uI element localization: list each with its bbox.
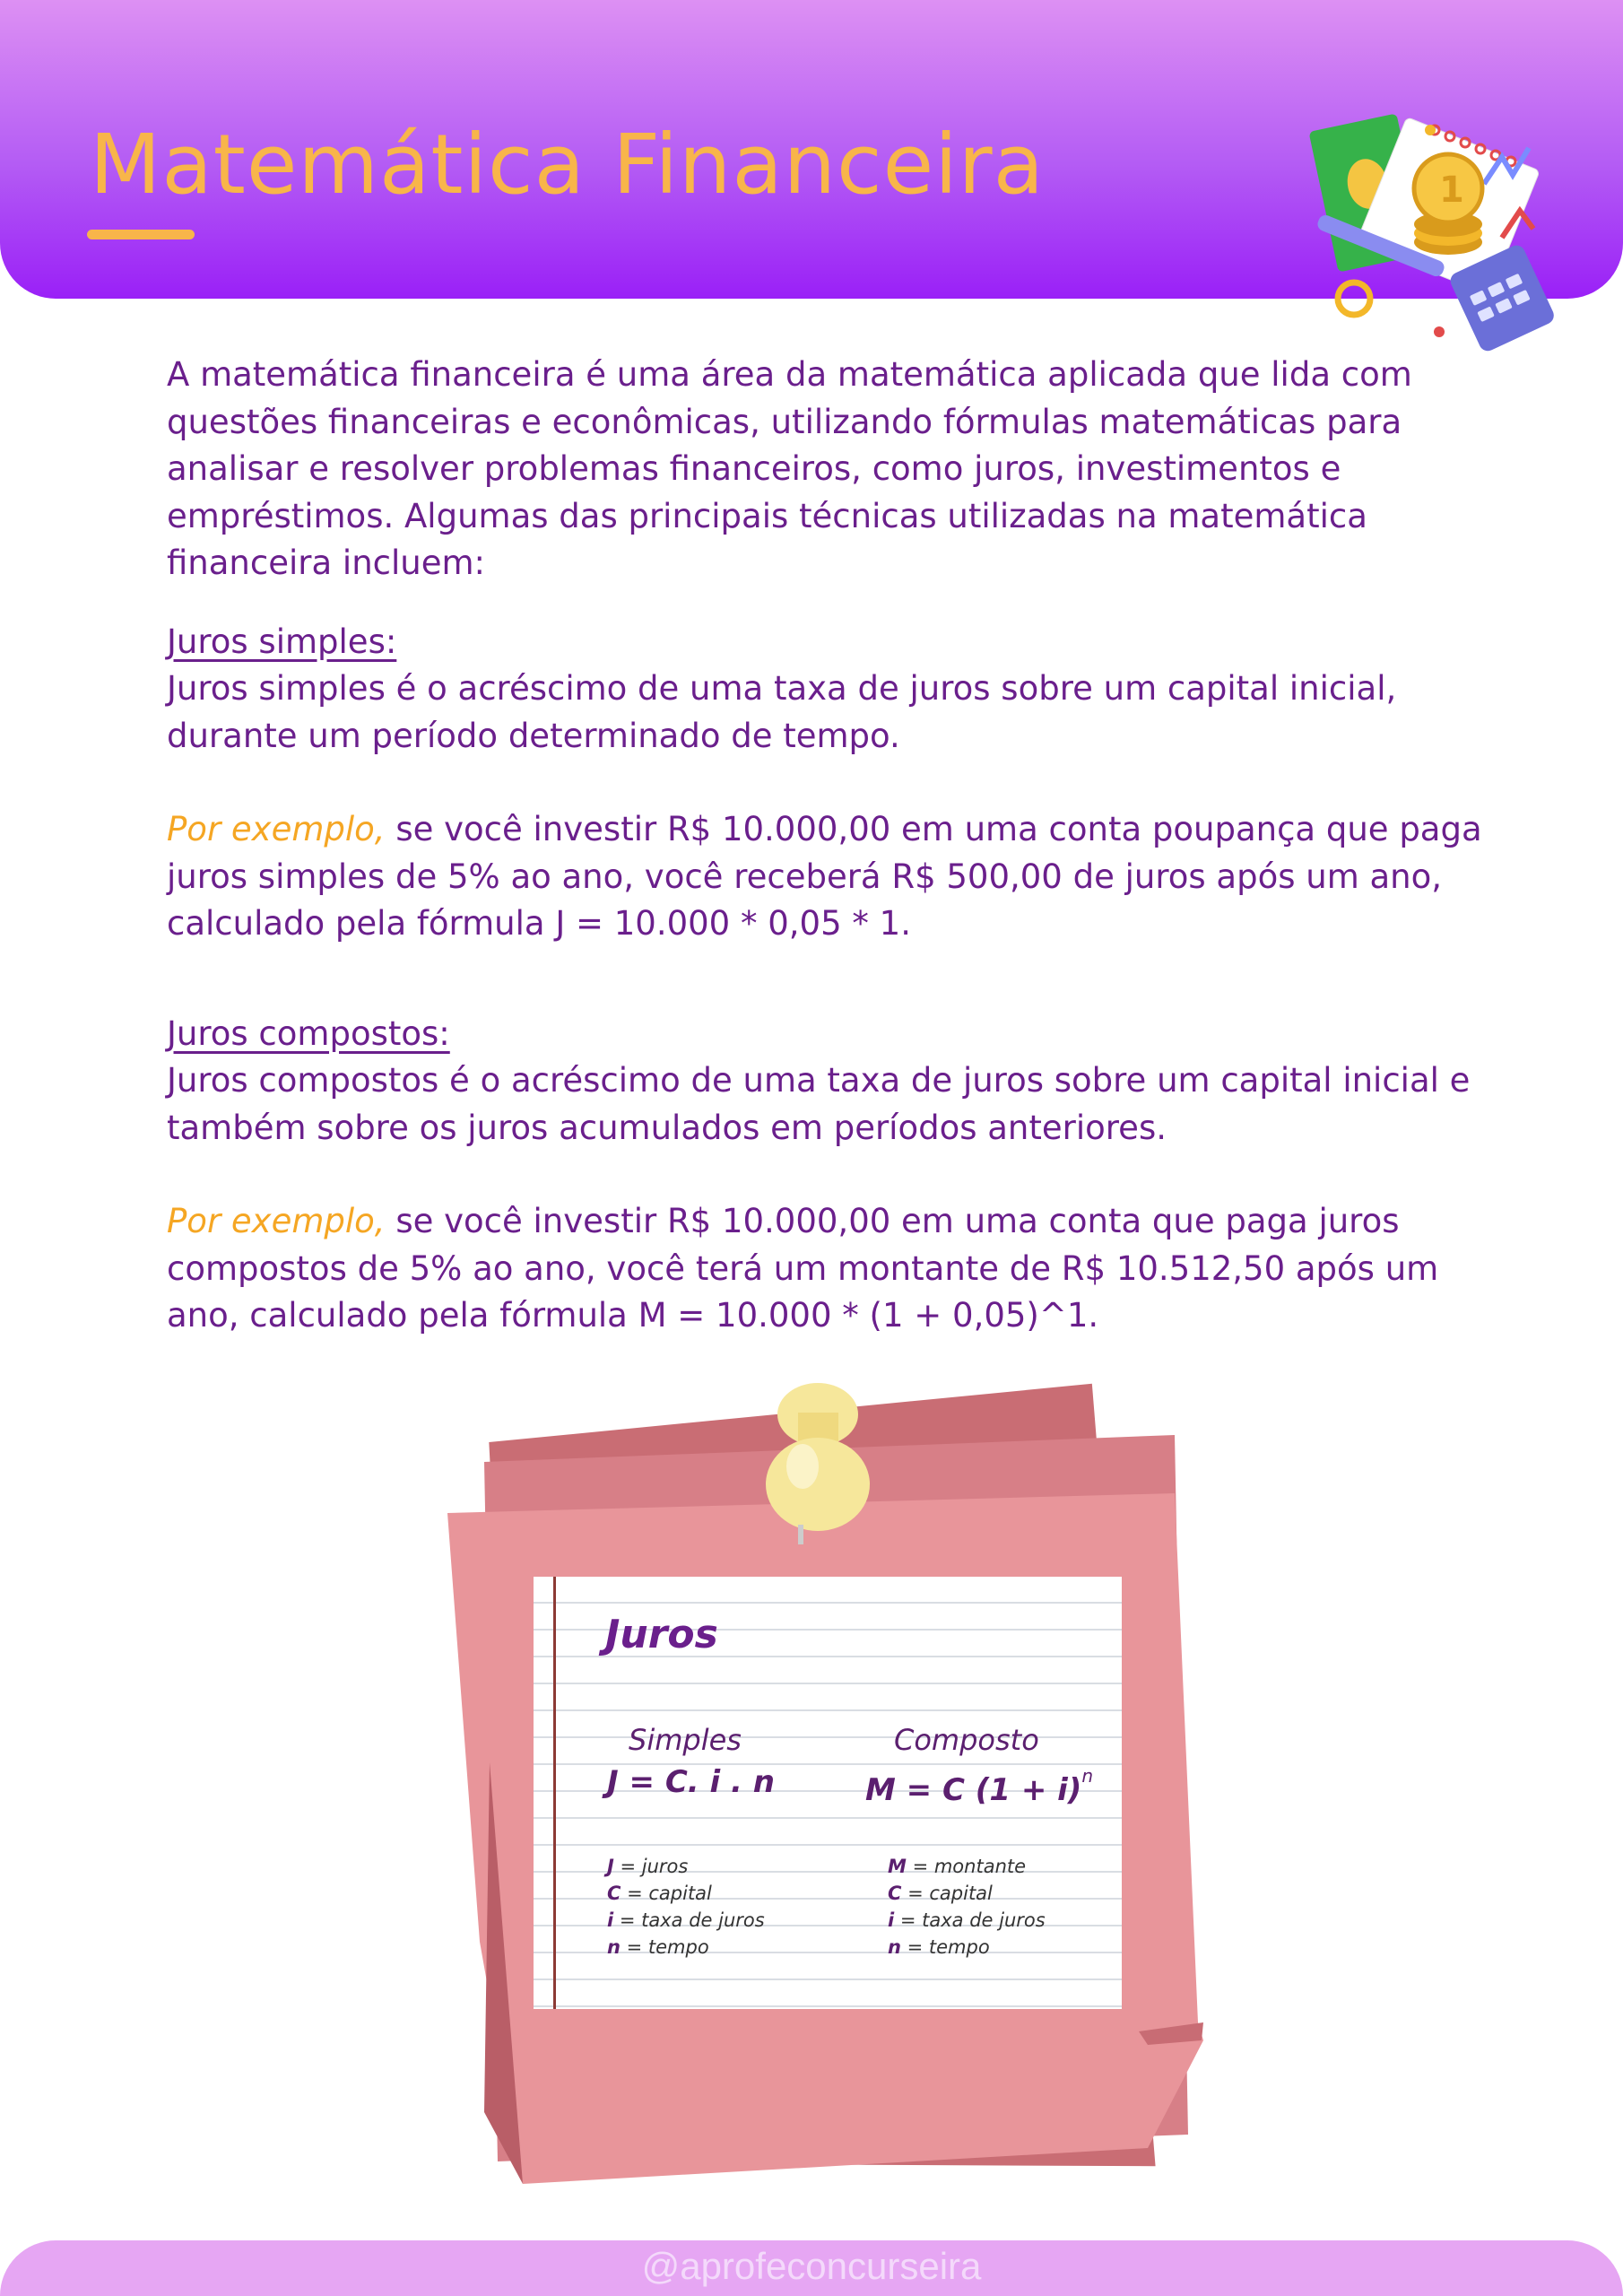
card-margin-line: [553, 1577, 556, 2009]
compound-definition: Juros compostos é o acréscimo de uma taxa de juros sobre um capital inicial e também sobre os juros acumulados em períodos anteriores.: [167, 1061, 1471, 1147]
legend-item: n = tempo: [607, 1936, 709, 1958]
example-text: se você investir R$ 10.000,00 em uma conta que paga juros compostos de 5% ao ano, você terá um montante de R$ 10.512,50 após um ano, calculado pela fórmula M = 10.000 * (1 + 0,05)^1.: [167, 1202, 1439, 1335]
example-text: se você investir R$ 10.000,00 em uma conta poupança que paga juros simples de 5% ao ano, você receberá R$ 500,00 de juros após um ano, calculado pela fórmula J = 10.000 * 0,05 * 1.: [167, 810, 1482, 943]
section-title-simple: Juros simples:: [167, 622, 397, 661]
simple-legend: [607, 1853, 765, 1961]
simple-formula: J = C. i . n: [607, 1764, 775, 1800]
legend-item: n = tempo: [888, 1936, 990, 1958]
legend-item: M = montante: [888, 1856, 1027, 1877]
compound-heading: Composto: [894, 1723, 1039, 1757]
section-title-compound: Juros compostos:: [167, 1013, 450, 1053]
legend-item: J = juros: [607, 1856, 689, 1877]
exponent: n: [1081, 1765, 1094, 1787]
legend-item: C = capital: [607, 1883, 712, 1904]
compound-example: [167, 1198, 1494, 1340]
title-underline: [87, 230, 195, 239]
svg-text:1: 1: [1439, 170, 1464, 211]
compound-formula: M = C $(1 + i)^n$: [865, 1765, 1094, 1808]
formula-card: [534, 1577, 1122, 2009]
page-title: Matemática Financeira: [90, 117, 1045, 213]
intro-paragraph: A matemática financeira é uma área da matemática aplicada que lida com questões financeiras e econômicas, utilizando fórmulas matemáticas para analisar e resolver problemas financeiros, como juros, investimentos e empréstimos. Algumas das principais técnicas utilizadas na matemática financeira incluem:: [167, 355, 1412, 582]
card-title: Juros: [605, 1612, 718, 1657]
compound-legend: [888, 1853, 1046, 1961]
simple-example: [167, 806, 1494, 948]
simple-heading: Simples: [629, 1723, 742, 1757]
example-label: Por exemplo,: [167, 1202, 386, 1240]
footer-handle: @aprofeconcurseira: [641, 2245, 982, 2287]
money-illustration: [1305, 103, 1565, 359]
yellow-ring-icon: [1338, 283, 1370, 315]
coin-stack-icon: [1414, 154, 1482, 255]
legend-item: C = capital: [888, 1883, 993, 1904]
simple-definition: Juros simples é o acréscimo de uma taxa de juros sobre um capital inicial, durante um período determinado de tempo.: [167, 669, 1397, 755]
example-label: Por exemplo,: [167, 810, 386, 848]
legend-item: i = taxa de juros: [888, 1909, 1046, 1931]
article-body: [167, 352, 1494, 1340]
legend-item: i = taxa de juros: [607, 1909, 765, 1931]
